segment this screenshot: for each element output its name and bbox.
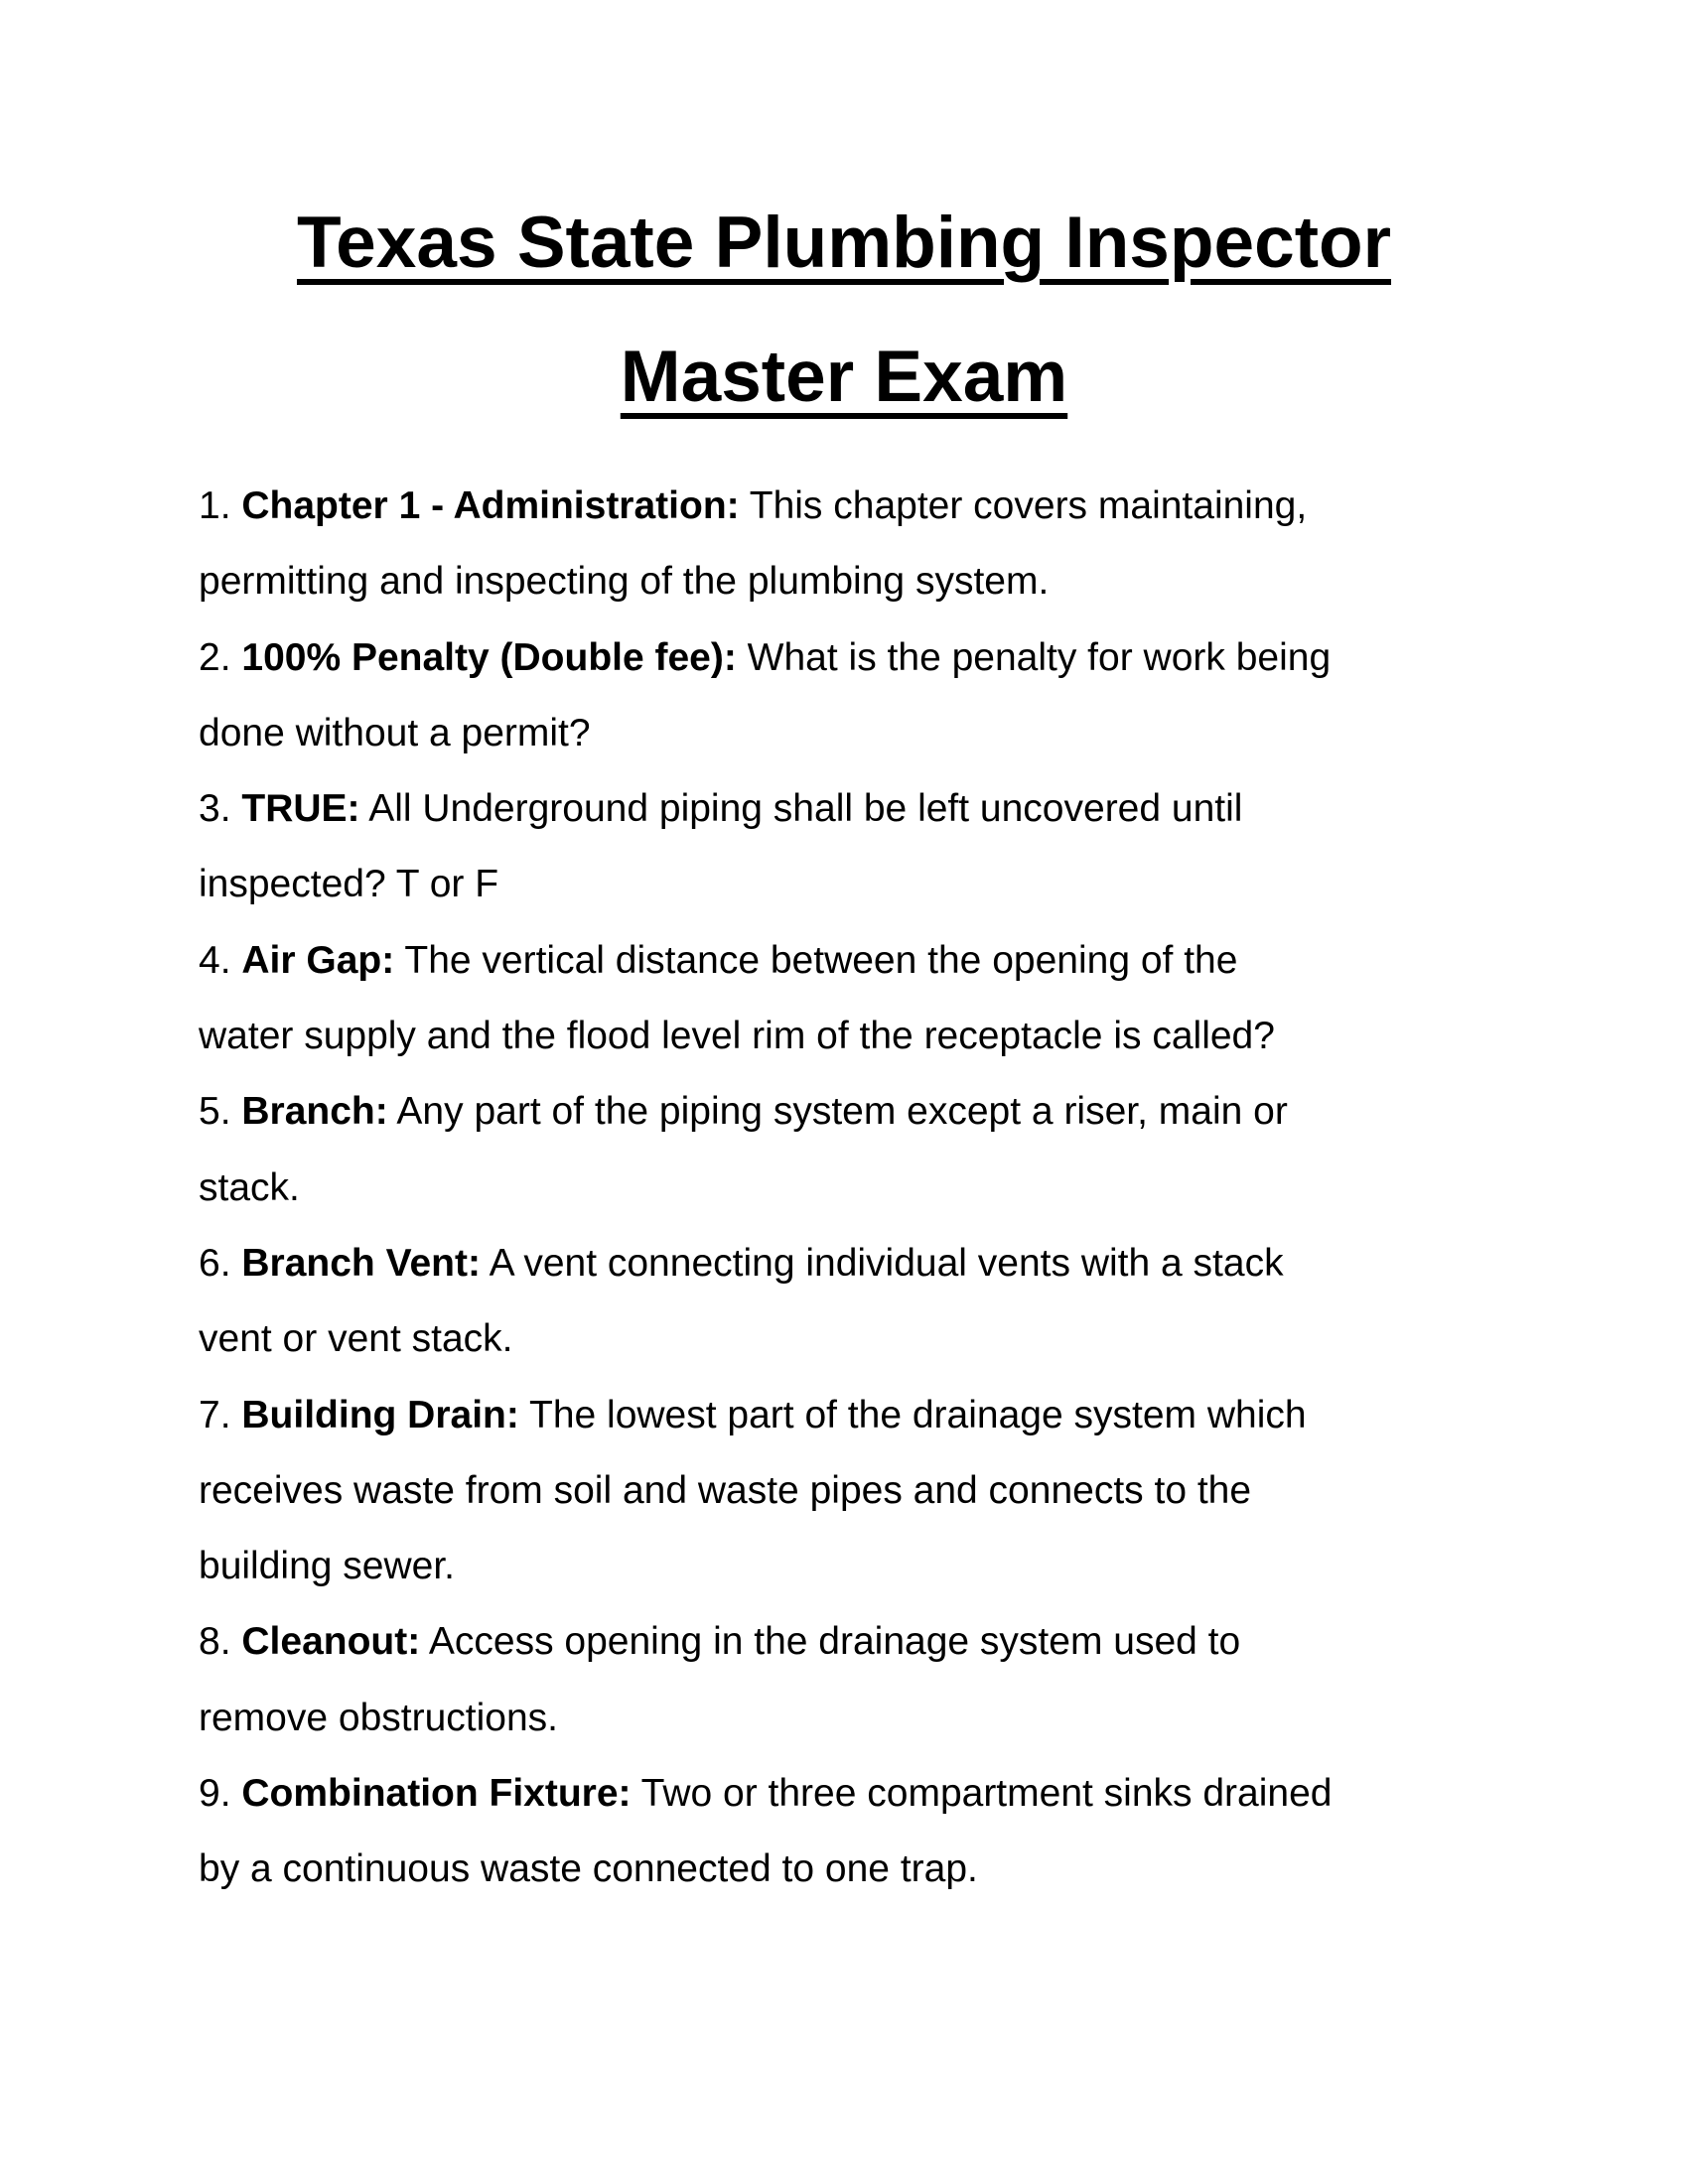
item-number: 6. [199,1241,231,1285]
item-term: Branch: [241,1090,388,1134]
list-item [199,923,1509,1075]
item-text: A vent connecting individual vents with a stack [480,1241,1284,1285]
list-item [199,1226,1509,1378]
item-text: building sewer. [199,1545,455,1588]
item-text: water supply and the flood level rim of the receptacle is called? [199,1015,1275,1058]
item-term: Building Drain: [241,1393,519,1436]
item-text: What is the penalty for work being [736,635,1332,679]
item-text: The vertical distance between the opening of the [394,938,1238,982]
list-item [199,1074,1509,1226]
title-text-1: Texas State Plumbing Inspector [296,203,1392,283]
question-list [199,469,1509,1908]
title-text-2: Master Exam [620,337,1068,417]
list-item [199,771,1509,923]
item-text: All Underground piping shall be left uncovered until [359,787,1243,831]
item-term: 100% Penalty (Double fee): [241,635,737,679]
item-number: 1. [199,484,231,527]
item-text: vent or vent stack. [199,1317,513,1361]
list-item [199,620,1509,772]
item-number: 3. [199,787,231,831]
list-item [199,469,1509,620]
list-item [199,1604,1509,1756]
item-text: remove obstructions. [199,1696,558,1739]
item-number: 4. [199,938,231,982]
item-text: by a continuous waste connected to one trap. [199,1847,978,1891]
item-text: The lowest part of the drainage system which [518,1393,1307,1436]
item-text: Two or three compartment sinks drained [631,1772,1333,1816]
page-title-line-2 [0,337,1688,417]
item-term: Combination Fixture: [241,1772,632,1816]
item-text: inspected? T or F [199,863,499,906]
item-text: receives waste from soil and waste pipes and connects to the [199,1468,1252,1512]
item-term: Branch Vent: [241,1241,481,1285]
item-text: This chapter covers maintaining, [739,484,1308,527]
item-text: Any part of the piping system except a riser, main or [387,1090,1288,1134]
item-text: stack. [199,1165,300,1209]
list-item [199,1378,1509,1605]
item-text: done without a permit? [199,711,591,754]
list-item [199,1756,1509,1908]
item-term: Chapter 1 - Administration: [241,484,740,527]
item-number: 8. [199,1620,231,1664]
item-number: 7. [199,1393,231,1436]
item-number: 5. [199,1090,231,1134]
item-term: Cleanout: [241,1620,421,1664]
item-text: Access opening in the drainage system used to [420,1620,1241,1664]
item-number: 2. [199,635,231,679]
page-title-line-1 [0,203,1688,283]
item-text: permitting and inspecting of the plumbing system. [199,560,1050,604]
item-term: TRUE: [241,787,360,831]
item-term: Air Gap: [241,938,395,982]
item-number: 9. [199,1772,231,1816]
